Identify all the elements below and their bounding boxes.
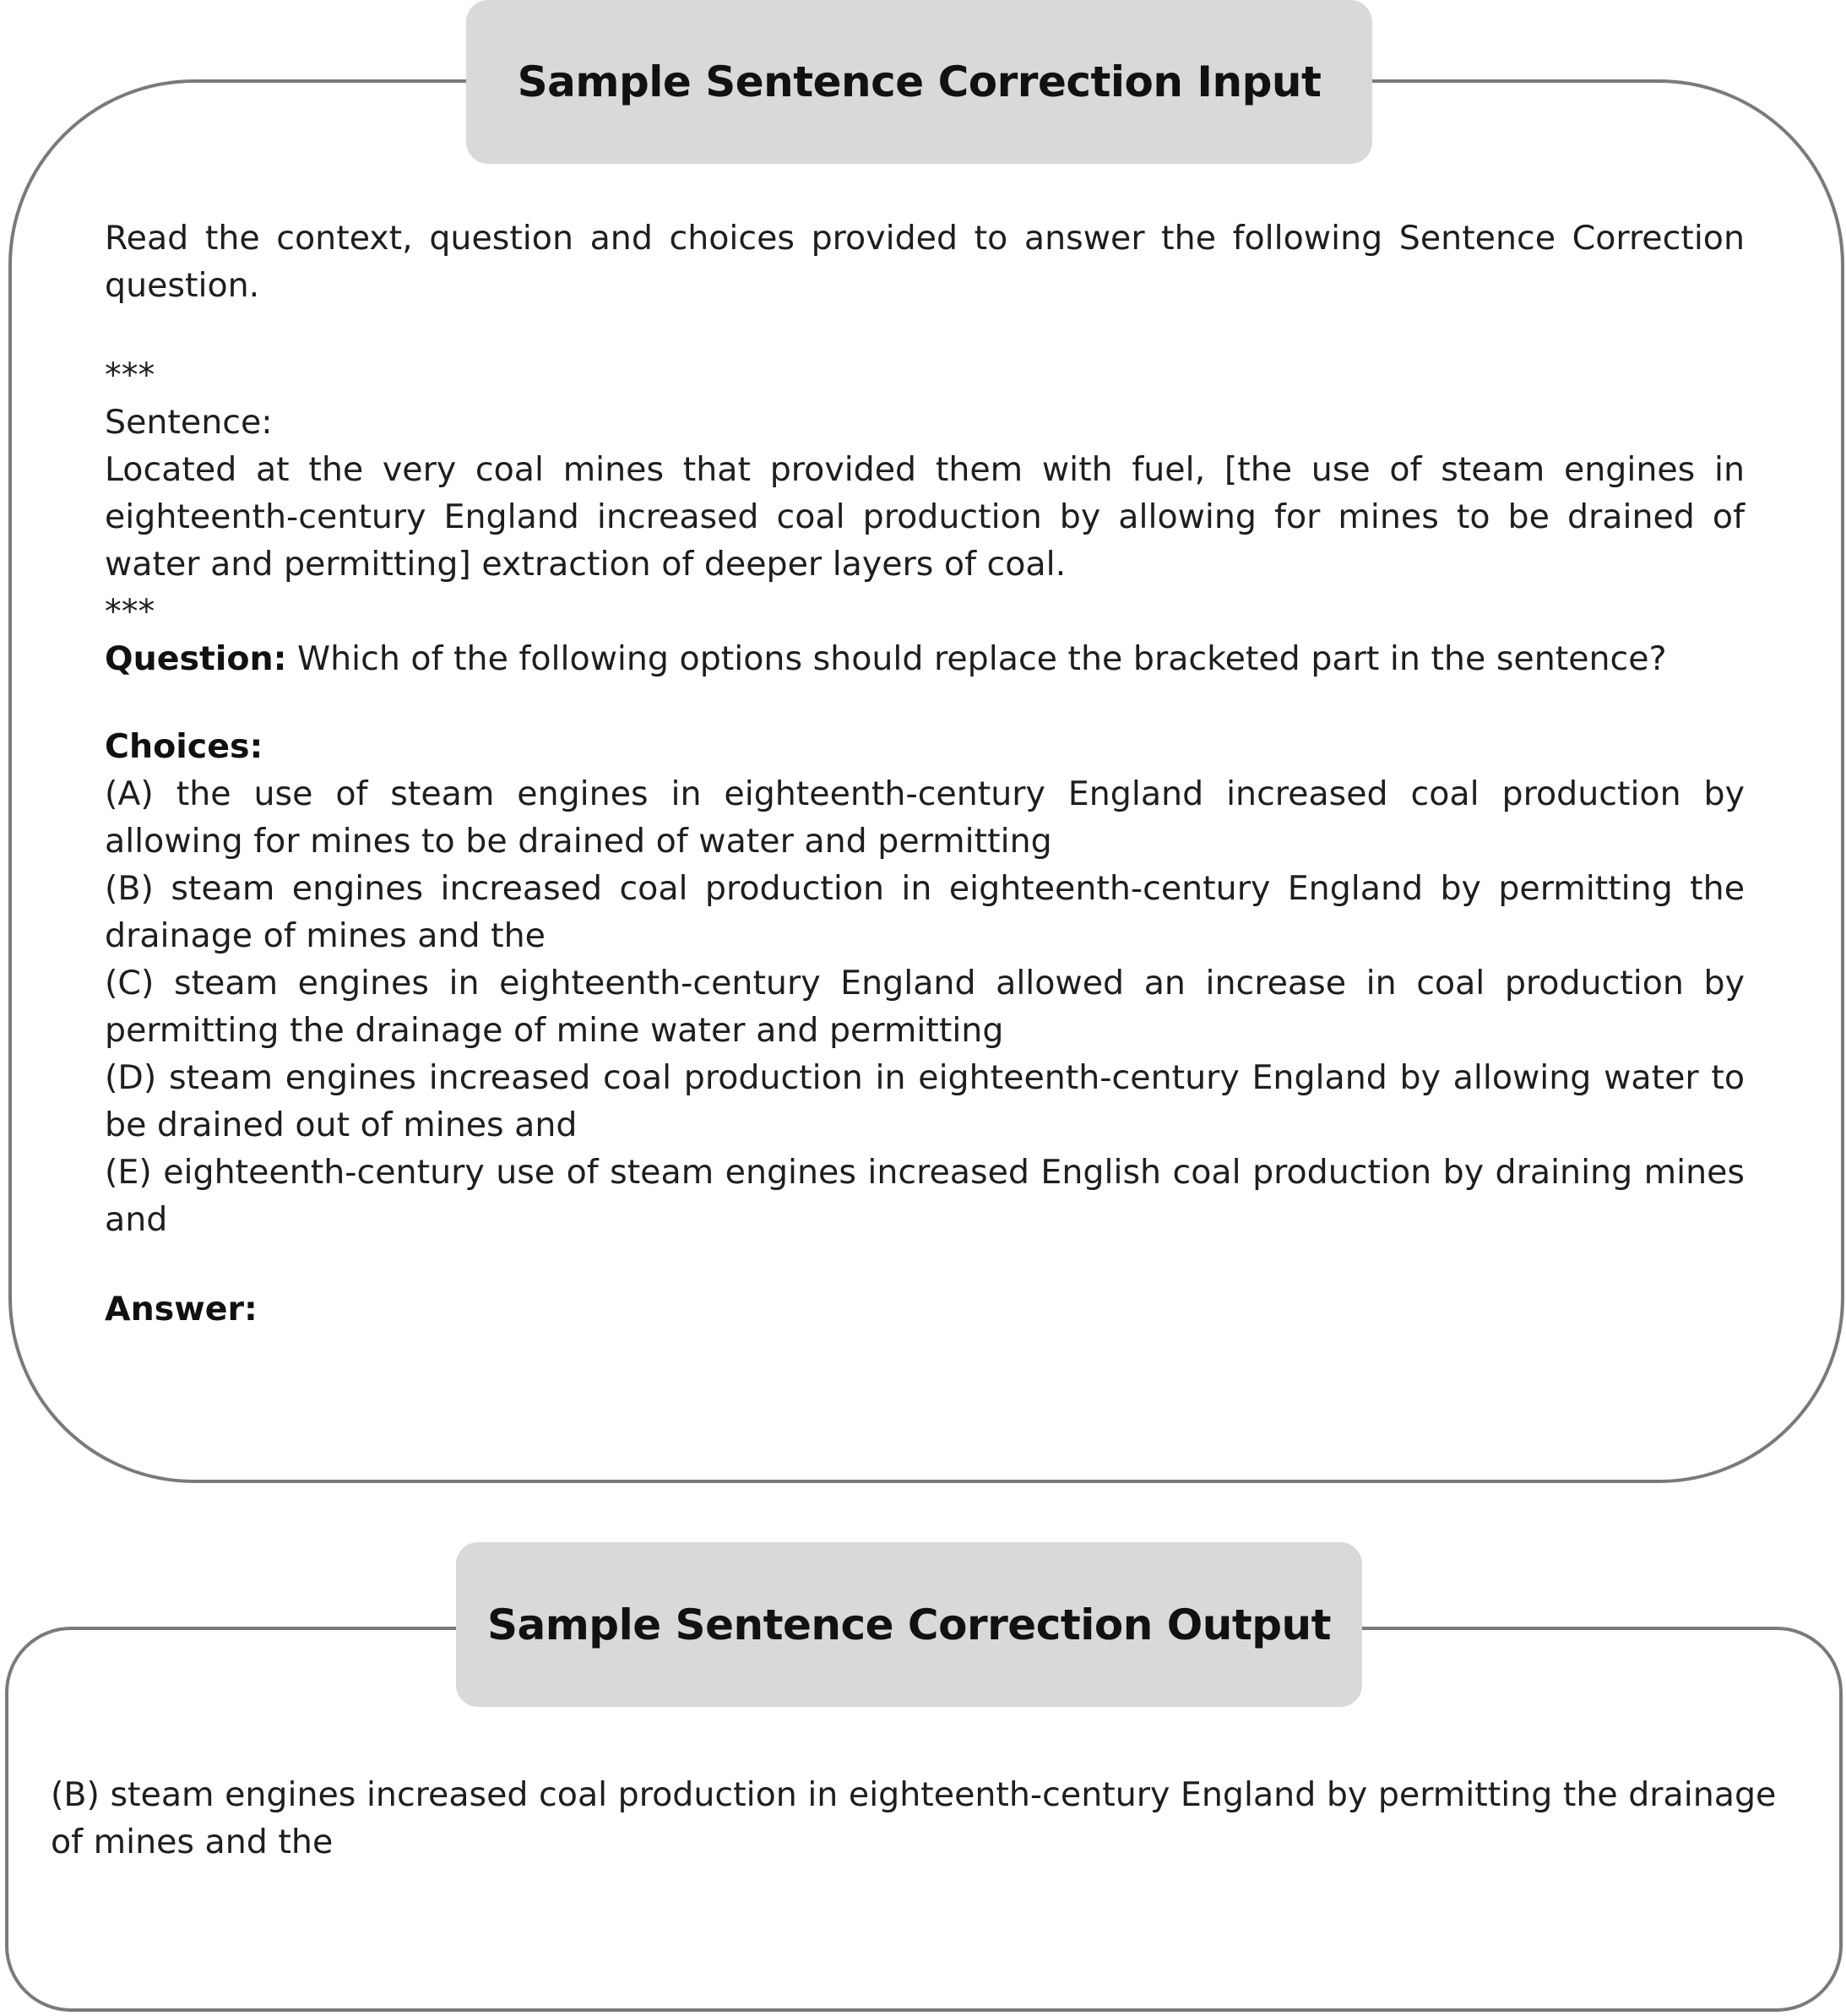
separator-top: ***: [105, 356, 155, 394]
spacer: [105, 1243, 1745, 1285]
output-panel-title: Sample Sentence Correction Output: [456, 1542, 1362, 1707]
choice-c: (C) steam engines in eighteenth-century England allowed an increase in coal production by permitting the drainage of mine water and permitting: [105, 964, 1745, 1050]
input-panel-content: [105, 215, 1745, 1333]
choice-a: (A) the use of steam engines in eighteenth-century England increased coal production by allowing for mines to be drained of water and permitting: [105, 774, 1745, 861]
spacer: [105, 682, 1745, 723]
separator-bottom: ***: [105, 592, 155, 631]
spacer: [105, 309, 1745, 351]
choice-d: (D) steam engines increased coal production in eighteenth-century England by allowing water to be drained out of mines and: [105, 1058, 1745, 1144]
answer-label: Answer:: [105, 1290, 258, 1329]
choices-label: Choices:: [105, 727, 263, 766]
question-text: Which of the following options should replace the bracketed part in the sentence?: [286, 639, 1667, 678]
instruction-text: Read the context, question and choices provided to answer the following Sentence Correction question.: [105, 219, 1745, 305]
input-panel-title: Sample Sentence Correction Input: [466, 0, 1372, 164]
sentence-label: Sentence:: [105, 403, 273, 442]
sentence-text: Located at the very coal mines that provided them with fuel, [the use of steam engines in eighteenth-century England increased coal production by allowing for mines to be drained of water and permitting] extraction of deeper layers of coal.: [105, 450, 1745, 584]
question-line: [105, 635, 1745, 682]
output-panel-content: [51, 1771, 1799, 1866]
output-answer-text: (B) steam engines increased coal production in eighteenth-century England by permitting the drainage of mines and the: [51, 1775, 1777, 1861]
choice-b: (B) steam engines increased coal production in eighteenth-century England by permitting the drainage of mines and the: [105, 869, 1745, 955]
choice-e: (E) eighteenth-century use of steam engines increased English coal production by draining mines and: [105, 1153, 1745, 1239]
question-label: Question:: [105, 639, 287, 678]
